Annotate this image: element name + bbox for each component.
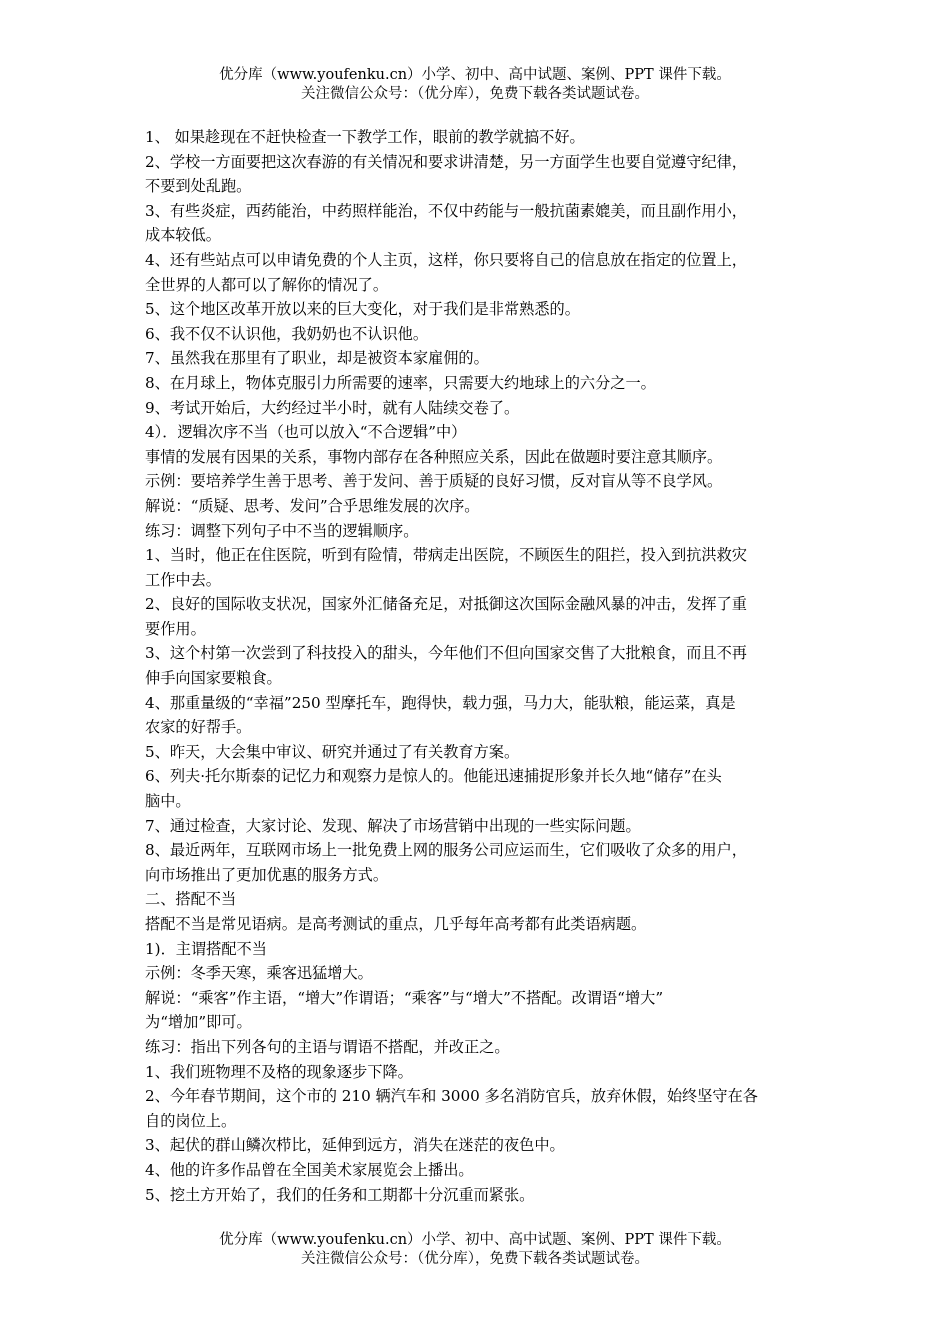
text-line: 1、我们班物理不及格的现象逐步下降。: [145, 1062, 413, 1081]
text-line: 向市场推出了更加优惠的服务方式。: [145, 865, 388, 884]
text-line: 7、通过检查，大家讨论、发现、解决了市场营销中出现的一些实际问题。: [145, 816, 641, 835]
header-line-2: 关注微信公众号：（优分库），免费下载各类试题试卷。: [301, 86, 649, 102]
text-line: 5、这个地区改革开放以来的巨大变化，对于我们是非常熟悉的。: [145, 300, 580, 319]
text-line: 成本较低。: [145, 226, 221, 245]
text-line: 9、考试开始后，大约经过半小时，就有人陆续交卷了。: [145, 398, 520, 417]
text-line: 6、我不仅不认识他，我奶奶也不认识他。: [145, 324, 429, 343]
text-line: 伸手向国家要粮食。: [145, 669, 282, 688]
text-line: 5、昨天，大会集中审议、研究并通过了有关教育方案。: [145, 742, 520, 761]
text-line: 要作用。: [145, 619, 206, 638]
text-line: 7、虽然我在那里有了职业，却是被资本家雇佣的。: [145, 349, 489, 368]
footer-line-2: 关注微信公众号：（优分库），免费下载各类试题试卷。: [301, 1251, 649, 1267]
text-line: 解说：“质疑、思考、发问”合乎思维发展的次序。: [145, 496, 480, 515]
text-line: 二、搭配不当: [145, 890, 237, 909]
text-line: 4、还有些站点可以申请免费的个人主页，这样，你只要将自己的信息放在指定的位置上，: [145, 250, 747, 269]
text-line: 工作中去。: [145, 570, 221, 589]
text-line: 1、 如果趁现在不赶快检查一下教学工作，眼前的教学就搞不好。: [145, 128, 585, 146]
text-line: 3、起伏的群山鳞次栉比，延伸到远方，消失在迷茫的夜色中。: [145, 1136, 565, 1155]
text-line: 3、这个村第一次尝到了科技投入的甜头，今年他们不但向国家交售了大批粮食，而且不再: [145, 644, 747, 663]
text-line: 1、当时，他正在住医院，听到有险情，带病走出医院，不顾医生的阻拦，投入到抗洪救灾: [145, 546, 747, 565]
text-line: 8、最近两年，互联网市场上一批免费上网的服务公司应运而生，它们吸收了众多的用户，: [145, 841, 747, 860]
text-line: 解说：“乘客”作主语，“增大”作谓语；“乘客”与“增大”不搭配。改谓语“增大”: [145, 988, 664, 1007]
text-line: 5、挖土方开始了，我们的任务和工期都十分沉重而紧张。: [145, 1185, 535, 1204]
text-line: 不要到处乱跑。: [145, 177, 252, 196]
text-line: 练习：调整下列句子中不当的逻辑顺序。: [145, 521, 419, 540]
text-line: 为“增加”即可。: [145, 1013, 252, 1032]
text-line: 3、有些炎症，西药能治，中药照样能治，不仅中药能与一般抗菌素媲美，而且副作用小，: [145, 201, 747, 220]
text-line: 2、学校一方面要把这次春游的有关情况和要求讲清楚，另一方面学生也要自觉遵守纪律，: [145, 152, 747, 171]
text-line: 2、良好的国际收支状况，国家外汇储备充足，对抵御这次国际金融风暴的冲击，发挥了重: [145, 595, 747, 614]
text-line: 自的岗位上。: [145, 1111, 237, 1130]
text-line: 1)．主谓搭配不当: [145, 939, 267, 958]
text-line: 全世界的人都可以了解你的情况了。: [145, 275, 388, 294]
text-line: 8、在月球上，物体克服引力所需要的速率，只需要大约地球上的六分之一。: [145, 373, 656, 392]
page-header: [0, 66, 950, 104]
text-line: 搭配不当是常见语病。是高考测试的重点，几乎每年高考都有此类语病题。: [145, 915, 647, 933]
text-line: 6、列夫·托尔斯泰的记忆力和观察力是惊人的。他能迅速捕捉形象并长久地“储存”在头: [145, 767, 722, 786]
text-line: 示例：要培养学生善于思考、善于发问、善于质疑的良好习惯，反对盲从等不良学风。: [145, 472, 723, 491]
text-line: 2、今年春节期间，这个市的 210 辆汽车和 3000 多名消防官兵，放弃休假，始终坚守在各: [145, 1087, 758, 1106]
document-body: [145, 125, 809, 1207]
text-line: 练习：指出下列各句的主语与谓语不搭配，并改正之。: [145, 1037, 510, 1056]
text-line: 事情的发展有因果的关系，事物内部存在各种照应关系，因此在做题时要注意其顺序。: [145, 447, 723, 466]
footer-line-1: 优分库（www.youfenku.cn）小学、初中、高中试题、案例、PPT 课件下载。: [219, 1232, 731, 1248]
text-line: 示例：冬季天寒，乘客迅猛增大。: [145, 964, 373, 983]
text-line: 4）．逻辑次序不当（也可以放入“不合逻辑”中）: [145, 423, 467, 442]
text-line: 4、那重量级的“幸福”250 型摩托车，跑得快，载力强，马力大，能驮粮，能运菜，真是: [145, 693, 736, 712]
page-footer: [0, 1231, 950, 1269]
text-line: 脑中。: [145, 792, 191, 811]
text-line: 4、他的许多作品曾在全国美术家展览会上播出。: [145, 1160, 474, 1179]
text-line: 农家的好帮手。: [145, 718, 252, 737]
header-line-1: 优分库（www.youfenku.cn）小学、初中、高中试题、案例、PPT 课件下载。: [219, 67, 731, 83]
